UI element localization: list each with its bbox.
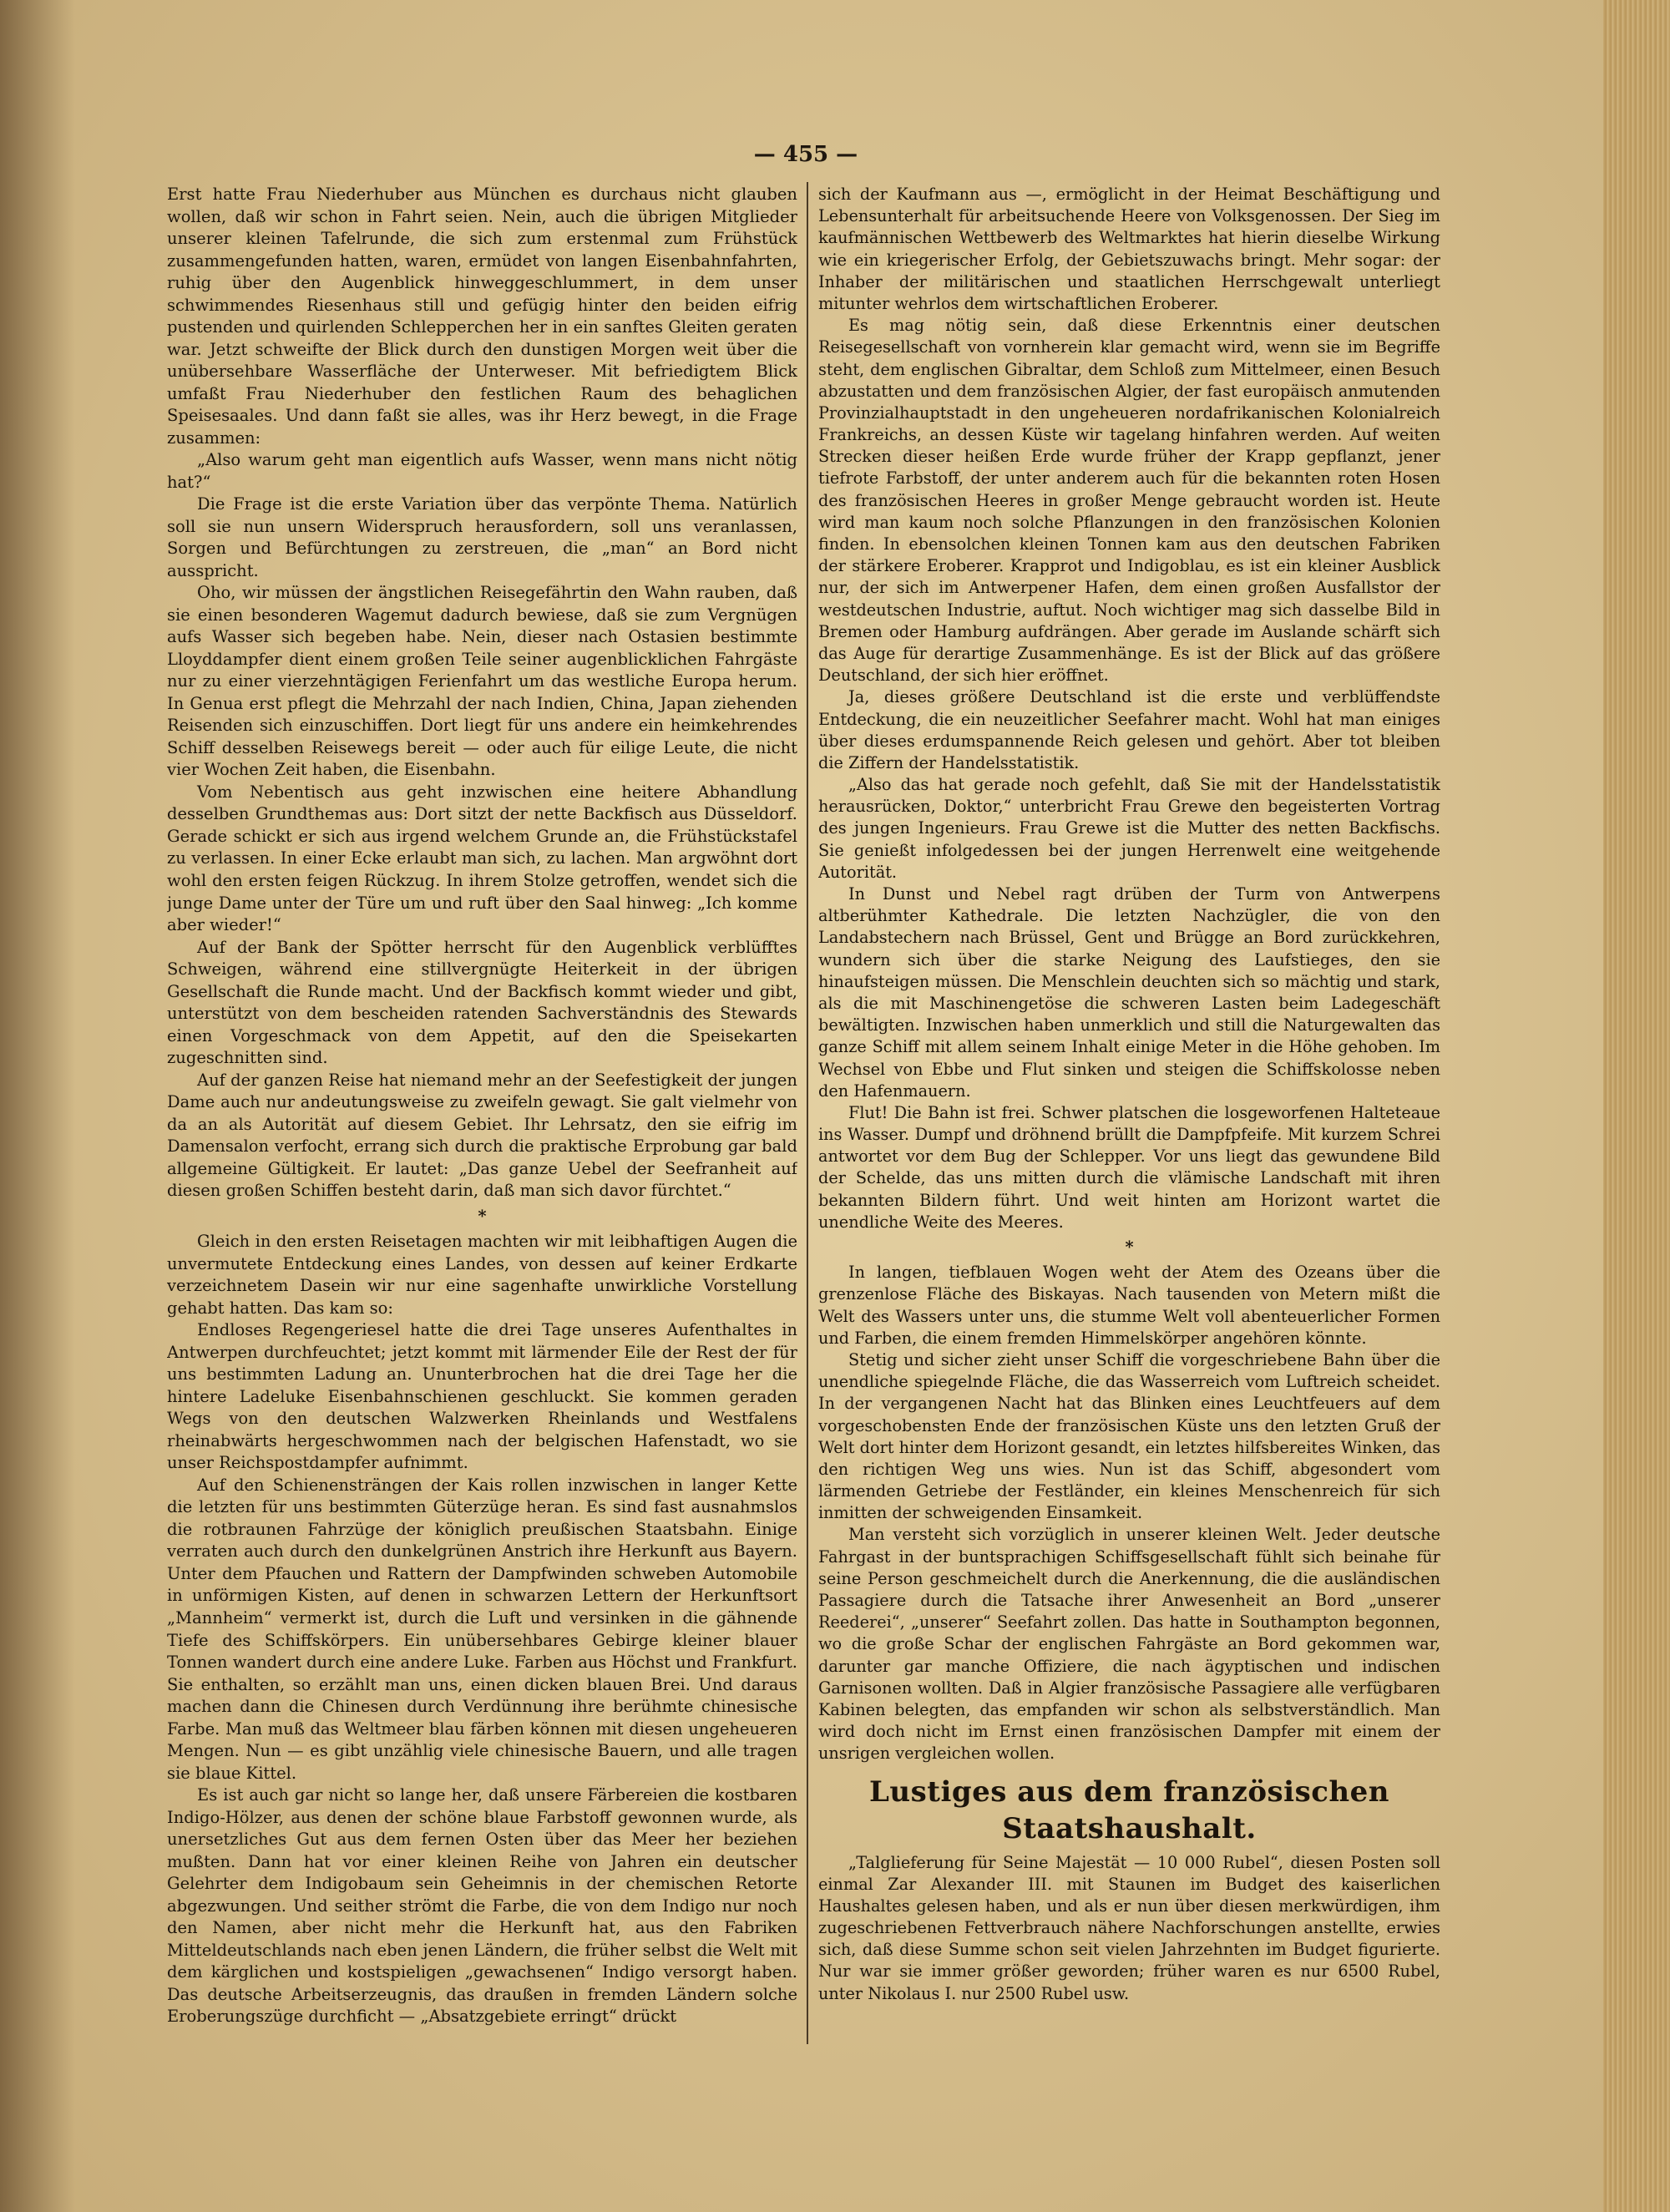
paragraph: „Also warum geht man eigentlich aufs Wasser, wenn mans nicht nötig hat?“ xyxy=(167,450,797,492)
column-divider xyxy=(807,182,808,2044)
paragraph: Gleich in den ersten Reisetagen machten wir mit leibhaftigen Augen die unvermutete Entdeckung eines Landes, von dessen auf keiner Erdkarte verzeichnetem Dasein wir nur eine sagenhafte unwirkliche Vorstellung gehabt hatten. Das kam so: xyxy=(167,1232,797,1318)
paragraph: Oho, wir müssen der ängstlichen Reisegefährtin den Wahn rauben, daß sie einen besonderen Wagemut dadurch bewiese, daß sie zum Vergnügen aufs Wasser sich begeben habe. Nein, dieser nach Ostasien bestimmte Lloyddampfer dient einem großen Teile seiner augenblicklichen Fahrgäste nur zu einer vierzehntägigen Ferienfahrt um das westliche Europa herum. In Genua erst pflegt die Mehrzahl der nach Indien, China, Japan ziehenden Reisenden sich einzuschiffen. Dort liegt für uns andere ein heimkehrendes Schiff desselben Reisewegs bereit — oder auch für eilige Leute, die nicht vier Wochen Zeit haben, die Eisenbahn. xyxy=(167,583,797,780)
paragraph: In langen, tiefblauen Wogen weht der Atem des Ozeans über die grenzenlose Fläche des Biskayas. Nach tausenden von Metern mißt die Welt des Wassers unter uns, die stumme Welt voll abenteuerlicher Formen und Farben, die einem fremden Himmelskörper angehören könnte. xyxy=(818,1263,1440,1348)
right-column xyxy=(818,184,1440,2029)
paragraph: Man versteht sich vorzüglich in unserer kleinen Welt. Jeder deutsche Fahrgast in der buntsprachigen Schiffsgesellschaft fühlt sich beinahe für seine Person geschmeichelt durch die Anerkennung, die die ausländischen Passagiere durch die Tatsache ihrer Anwesenheit an Bord „unserer Reederei“, „unserer“ Seefahrt zollen. Das hatte in Southampton begonnen, wo die große Schar der englischen Fahrgäste an Bord gekommen war, darunter gar manche Offiziere, die nach ägyptischen und indischen Garnisonen wollten. Daß in Algier französische Passagiere alle verfügbaren Kabinen belegten, das empfanden wir schon als selbstverständlich. Man wird doch nicht im Ernst einen französischen Dampfer mit einem der unsrigen vergleichen wollen. xyxy=(818,1525,1440,1764)
paragraph: Es mag nötig sein, daß diese Erkenntnis einer deutschen Reisegesellschaft von vornherein klar gemacht wird, wenn sie im Begriffe steht, dem englischen Gibraltar, dem Schloß zum Mittelmeer, einen Besuch abzustatten und dem französischen Algier, der fast europäisch anmutenden Provinzialhauptstadt in den ungeheueren nordafrikanischen Kolonialreich Frankreichs, an dessen Küste wir tagelang hinfahren werden. Auf weiten Strecken dieser heißen Erde wurde früher der Krapp gepflanzt, jener tiefrote Farbstoff, der unter anderem auch für die bekannten roten Hosen des französischen Heeres in großer Menge gebraucht worden ist. Heute wird man kaum noch solche Pflanzungen in den französischen Kolonien finden. In ebensolchen kleinen Tonnen kam aus den deutschen Fabriken der stärkere Eroberer. Krapprot und Indigoblau, es ist ein kleiner Ausblick nur, der sich im Antwerpener Hafen, dem einen großen Ausfallstor der westdeutschen Industrie, auftut. Noch wichtiger mag sich dasselbe Bild in Bremen oder Hamburg aufdrängen. Aber gerade im Auslande schärft sich das Auge für derartige Zusammenhänge. Es ist der Blick auf das größere Deutschland, der sich hier eröffnet. xyxy=(818,316,1440,686)
section-separator: * xyxy=(478,1206,487,1226)
paragraph: Die Frage ist die erste Variation über das verpönte Thema. Natürlich soll sie nun unsern Widerspruch herausfordern, soll uns veranlassen, Sorgen und Befürchtungen zu zerstreuen, die „man“ an Bord nicht ausspricht. xyxy=(167,494,797,580)
paragraph: Flut! Die Bahn ist frei. Schwer platschen die losgeworfenen Halteteaue ins Wasser. Dumpf und dröhnend brüllt die Dampfpfeife. Mit kurzem Schrei antwortet vor dem Bug der Schlepper. Vor uns liegt das gewundene Bild der Schelde, das uns mitten durch die vlämische Landschaft mit ihren bekannten Bildern führt. Und weit hinten am Horizont wartet die unendliche Weite des Meeres. xyxy=(818,1102,1440,1232)
paragraph: Erst hatte Frau Niederhuber aus München es durchaus nicht glauben wollen, daß wir schon in Fahrt seien. Nein, auch die übrigen Mitglieder unserer kleinen Tafelrunde, die sich zum erstenmal zum Frühstück zusammengefunden hatten, waren, ermüdet von langen Eisenbahnfahrten, ruhig über den Augenblick hinweggeschlummert, in dem unser schwimmendes Riesenhaus still und gefügig hinter den beiden eifrig pustenden und quirlenden Schlepperchen her in ein sanftes Gleiten geraten war. Jetzt schweifte der Blick durch den dunstigen Morgen weit über die unübersehbare Wasserfläche der Unterweser. Mit befriedigtem Blick umfaßt Frau Niederhuber den festlichen Raum des behaglichen Speisesaales. Und dann faßt sie alles, was ihr Herz bewegt, in die Frage zusammen: xyxy=(167,185,797,448)
paragraph: Stetig und sicher zieht unser Schiff die vorgeschriebene Bahn über die unendliche spiegelnde Fläche, die das Wasserreich vom Luftreich scheidet. In der vergangenen Nacht hat das Blinken eines Leuchtfeuers auf dem vorgeschobensten Ende der französischen Küste uns den letzten Gruß der Welt dort hinter dem Horizont gesandt, ein letztes hilfsbereites Winken, das den richtigen Weg uns wies. Nun ist das Schiff, abgesondert vom lärmenden Getriebe der Festländer, ein kleines Menschenreich für sich inmitten der schweigenden Einsamkeit. xyxy=(818,1349,1440,1523)
paragraph: sich der Kaufmann aus —, ermöglicht in der Heimat Beschäftigung und Lebensunterhalt für arbeitsuchende Heere von Volksgenossen. Der Sieg im kaufmännischen Wettbewerb des Weltmarktes hat hierin dieselbe Wirkung wie ein kriegerischer Erfolg, der Gebietszuwachs bringt. Mehr sogar: der Inhaber der militärischen und staatlichen Herrschgewalt unterliegt mitunter wehrlos dem wirtschaftlichen Eroberer. xyxy=(818,185,1440,313)
paragraph: Ja, dieses größere Deutschland ist die erste und verblüffendste Entdeckung, die ein neuzeitlicher Seefahrer macht. Wohl hat man einiges über dieses erdumspannende Reich gelesen und gehört. Aber tot bleiben die Ziffern der Handelsstatistik. xyxy=(818,687,1440,772)
article-headline: Lustiges aus dem französischen Staatshaushalt. xyxy=(869,1774,1389,1845)
paragraph: „Also das hat gerade noch gefehlt, daß Sie mit der Handelsstatistik herausrücken, Doktor,“ unterbricht Frau Grewe den begeisterten Vortrag des jungen Ingenieurs. Frau Grewe ist die Mutter des netten Backfischs. Sie genießt infolgedessen bei der jungen Herrenwelt eine weitgehende Autorität. xyxy=(818,775,1440,882)
page-gutter-shadow xyxy=(0,0,75,2212)
paragraph: Auf den Schienensträngen der Kais rollen inzwischen in langer Kette die letzten für uns bestimmten Güterzüge heran. Es sind fast ausnahmslos die rotbraunen Fahrzüge der königlich preußischen Staatsbahn. Einige verraten auch durch den dunkelgrünen Anstrich ihre Herkunft aus Bayern. Unter dem Pfauchen und Rattern der Dampfwinden schweben Automobile in unförmigen Kisten, auf denen in schwarzen Lettern der Herkunftsort „Mannheim“ vermerkt ist, durch die Luft und versinken in die gähnende Tiefe des Schiffskörpers. Ein unübersehbares Gebirge kleiner blauer Tonnen wandert durch eine andere Luke. Farben aus Höchst und Frankfurt. Sie enthalten, so erzählt man uns, einen dicken blauen Brei. Und daraus machen dann die Chinesen durch Verdünnung ihre berühmte chinesische Farbe. Man muß das Weltmeer blau färben können mit diesen ungeheueren Mengen. Nun — es gibt unzählig viele chinesische Bauern, und alle tragen sie blaue Kittel. xyxy=(167,1475,797,1783)
book-page-edges xyxy=(1603,0,1670,2212)
page-number: — 455 — xyxy=(753,142,858,167)
paragraph: Es ist auch gar nicht so lange her, daß unsere Färbereien die kostbaren Indigo-Hölzer, aus denen der schöne blaue Farbstoff gewonnen wurde, als unersetzliches Gut aus dem fernen Osten über das Meer her beziehen mußten. Dann hat vor einer kleinen Reihe von Jahren ein deutscher Gelehrter dem Indigobaum sein Geheimnis in der chemischen Retorte abgezwungen. Und seither strömt die Farbe, die von dem Indigo nur noch den Namen, aber nicht mehr die Herkunft hat, aus den Fabriken Mitteldeutschlands nach eben jenen Ländern, die früher selbst die Welt mit dem kärglichen und kostspieligen „gewachsenen“ Indigo versorgt haben. Das deutsche Arbeitserzeugnis, das draußen in fremden Ländern solche Eroberungszüge durchficht — „Absatzgebiete erringt“ drückt xyxy=(167,1785,797,2027)
paragraph: Auf der ganzen Reise hat niemand mehr an der Seefestigkeit der jungen Dame auch nur andeutungsweise zu zweifeln gewagt. Sie galt vielmehr von da an als Autorität auf diesem Gebiet. Ihr Lehrsatz, den sie eifrig im Damensalon verfocht, errang sich durch die praktische Erprobung gar bald allgemeine Gültigkeit. Er lautet: „Das ganze Uebel der Seefranheit auf diesen großen Schiffen besteht darin, daß man sich davor fürchtet.“ xyxy=(167,1070,797,1201)
section-separator: * xyxy=(1125,1238,1134,1257)
paragraph: Endloses Regengeriesel hatte die drei Tage unseres Aufenthaltes in Antwerpen durchfeuchtet; jetzt kommt mit lärmender Eile der Rest der für uns bestimmten Ladung an. Ununterbrochen hat die drei Tage her die hintere Ladeluke Eisenbahnschienen geschluckt. Sie kommen geraden Wegs von den deutschen Walzwerken Rheinlands und Westfalens rheinabwärts hergeschwommen nach der belgischen Hafenstadt, wo sie unser Reichspostdampfer aufnimmt. xyxy=(167,1320,797,1473)
left-column xyxy=(167,184,797,2029)
paragraph: In Dunst und Nebel ragt drüben der Turm von Antwerpens altberühmter Kathedrale. Die letzten Nachzügler, die von den Landabstechern nach Brüssel, Gent und Brügge an Bord zurückkehren, wundern sich über die starke Neigung des Laufstieges, den sie hinaufsteigen müssen. Die Menschlein deuchten sich so mächtig und stark, als die mit Maschinengetöse die schweren Lasten beim Ladegeschäft bewältigten. Inzwischen haben unmerklich und still die Naturgewalten das ganze Schiff mit allem seinem Inhalt einige Meter in die Höhe gehoben. Im Wechsel von Ebbe und Flut sinken und steigen die Schiffskolosse neben den Hafenmauern. xyxy=(818,884,1440,1101)
paragraph: Auf der Bank der Spötter herrscht für den Augenblick verblüfftes Schweigen, während eine stillvergnügte Heiterkeit in der übrigen Gesellschaft die Runde macht. Und der Backfisch kommt wieder und gibt, unterstützt von dem bescheiden ratenden Sachverständnis des Stewards einen Vorgeschmack von dem Appetit, auf den die Speisekarten zugeschnitten sind. xyxy=(167,937,797,1068)
article-body: „Talglieferung für Seine Majestät — 10 000 Rubel“, diesen Posten soll einmal Zar Alexander III. mit Staunen im Budget des kaiserlichen Haushaltes gelesen haben, und als er nun über diesen merkwürdigen, ihm zugeschriebenen Fettverbrauch nähere Nachforschungen anstellte, erwies sich, daß diese Summe schon seit vielen Jahrzehnten im Budget figurierte. Nur war sie immer größer geworden; früher waren es nur 6500 Rubel, unter Nikolaus I. nur 2500 Rubel usw. xyxy=(818,1852,1440,2003)
paragraph: Vom Nebentisch aus geht inzwischen eine heitere Abhandlung desselben Grundthemas aus: Dort sitzt der nette Backfisch aus Düsseldorf. Gerade schickt er sich aus irgend welchem Grunde an, die Frühstückstafel zu verlassen. In einer Ecke erlaubt man sich, zu lachen. Man argwöhnt dort wohl den ersten feigen Rückzug. In ihrem Stolze getroffen, wendet sich die junge Dame unter der Türe um und ruft über den Saal hinweg: „Ich komme aber wieder!“ xyxy=(167,782,797,935)
